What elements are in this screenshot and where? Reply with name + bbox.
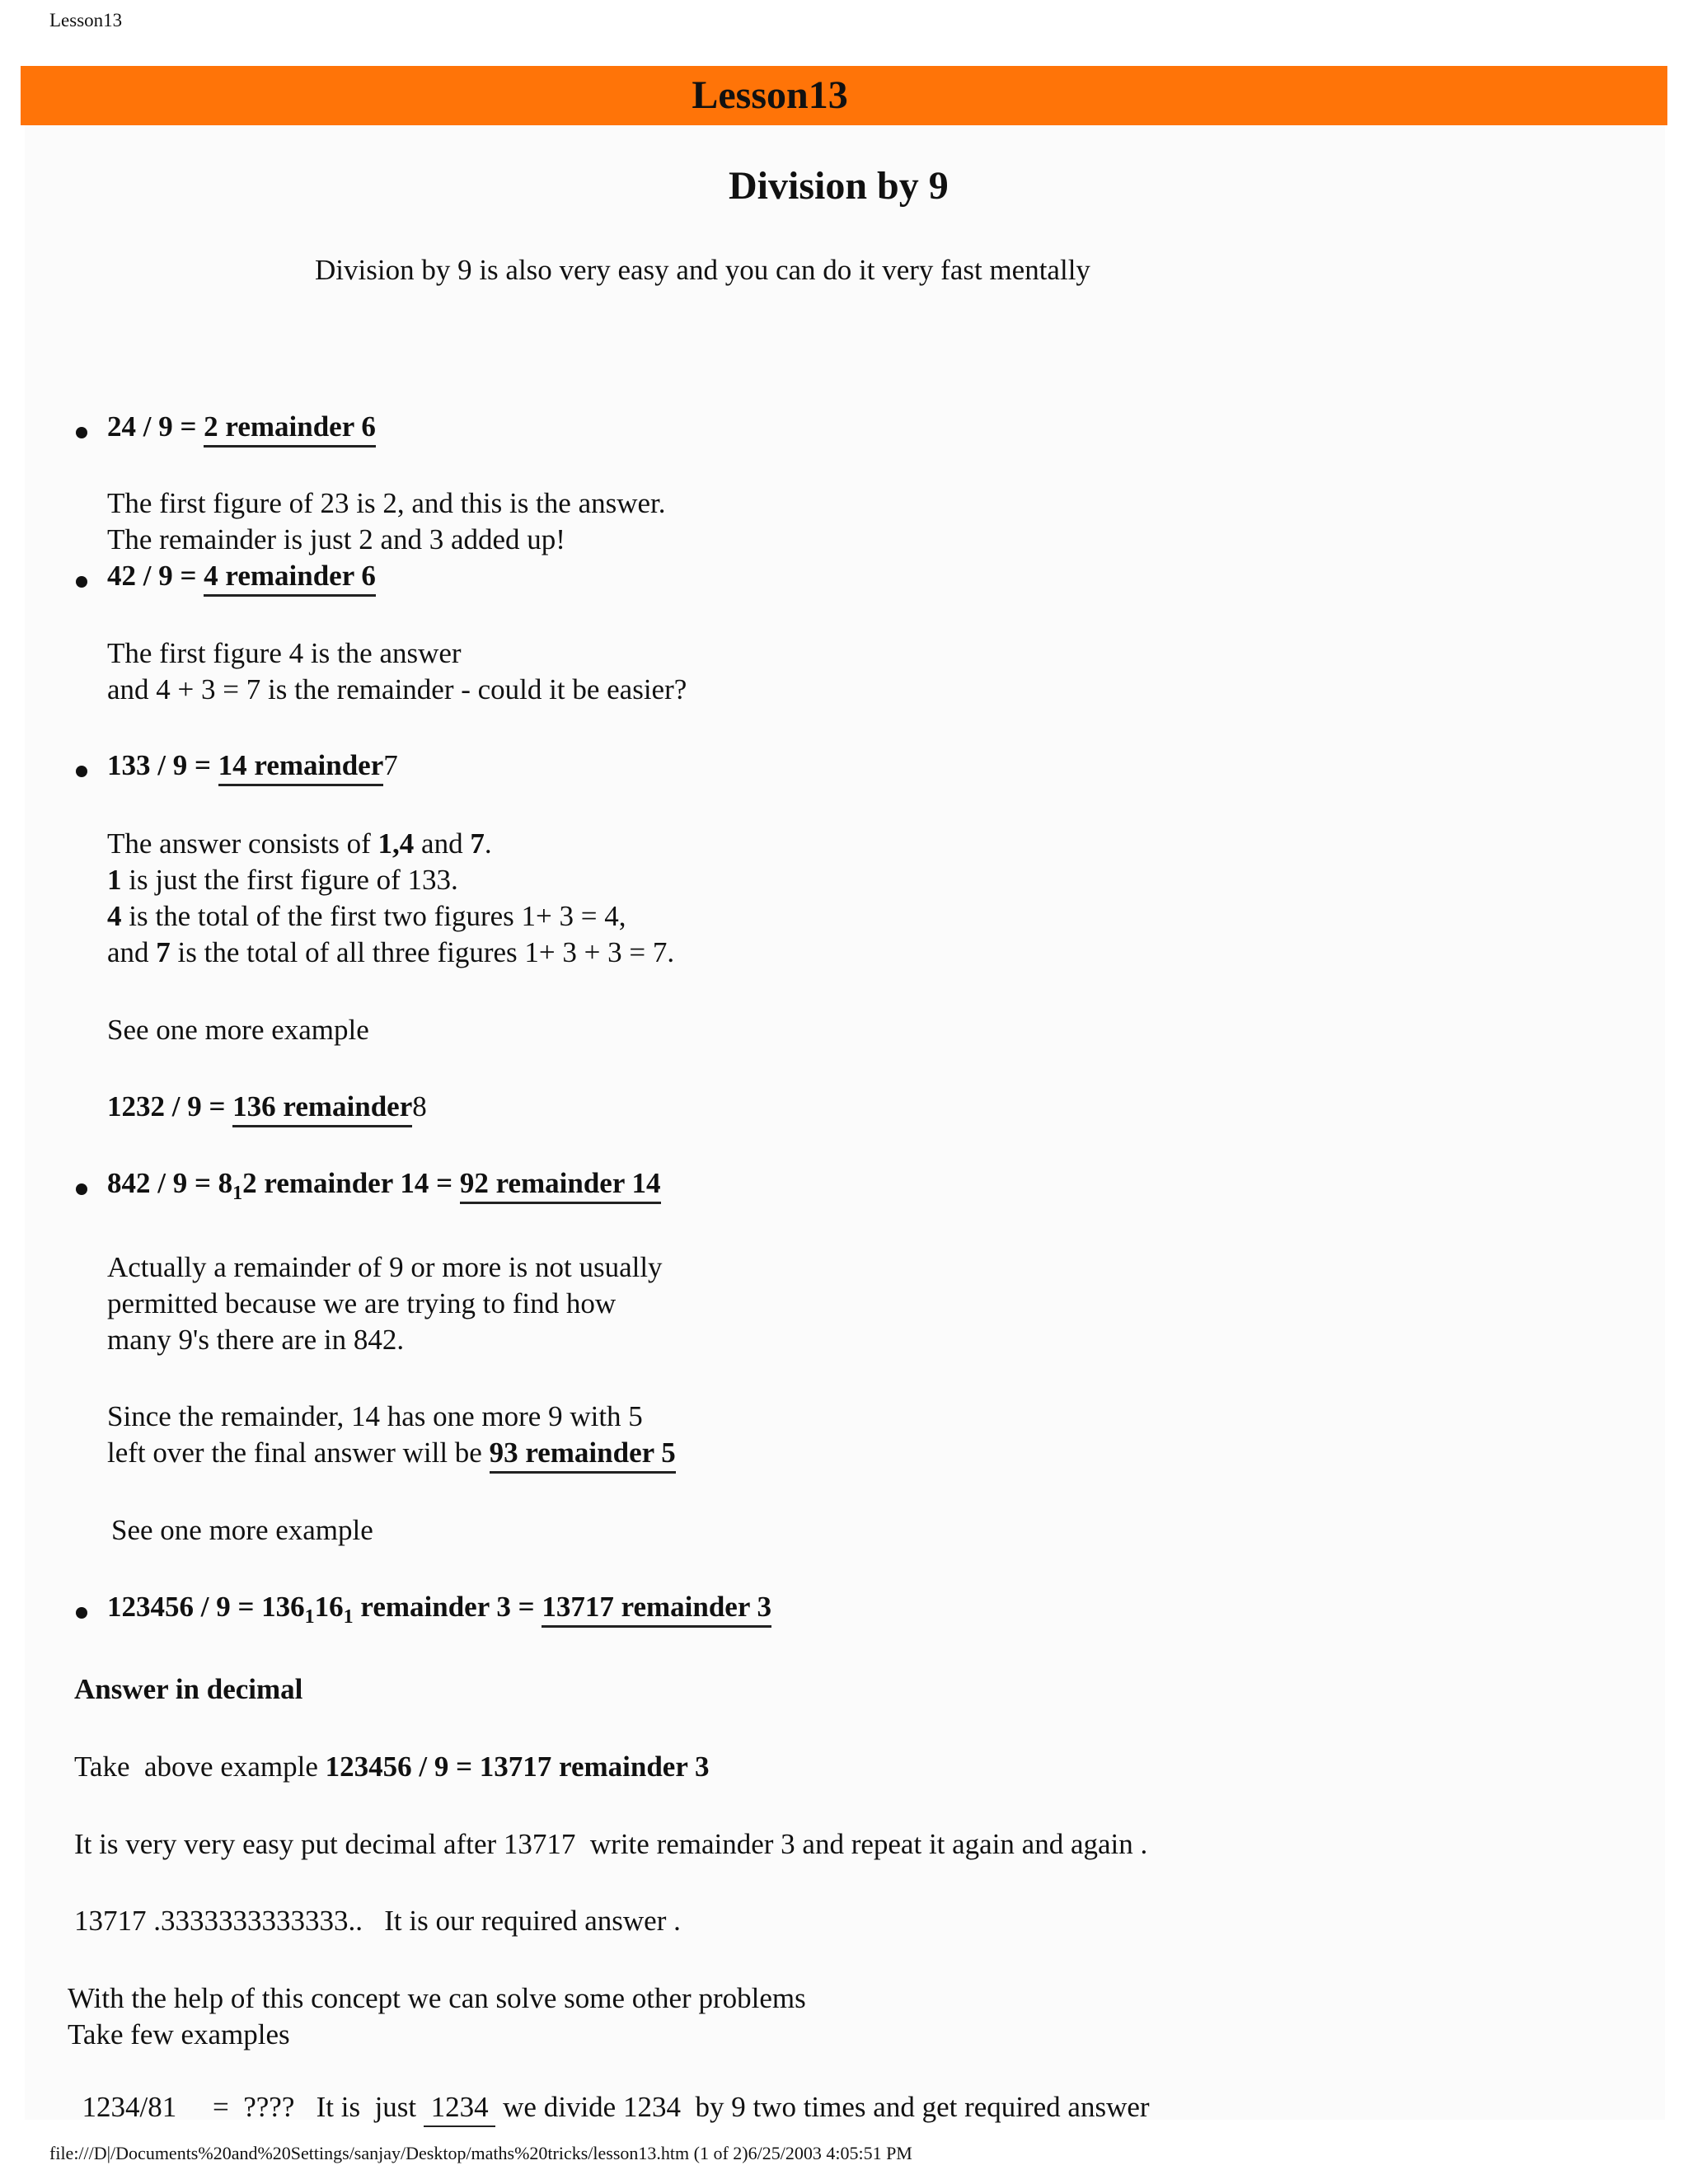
- example-3-line-1: [107, 826, 492, 862]
- lesson-banner: [21, 66, 1667, 125]
- example-3b-equation: 1232 / 9 =: [107, 1090, 233, 1122]
- example-2-answer: 4 remainder 6: [204, 560, 376, 597]
- text-run-bold: 7: [470, 827, 485, 860]
- text-run: .: [484, 827, 492, 860]
- bullet-dot: [76, 1183, 87, 1195]
- text-run-bold: 4: [107, 900, 122, 932]
- bullet-dot: [76, 766, 87, 777]
- text-run: we divide 1234 by 9 two times: [495, 2091, 866, 2123]
- text-run: and: [414, 827, 471, 860]
- decimal-heading-text: Answer in decimal: [74, 1673, 303, 1705]
- text-run: Take above example: [74, 1750, 326, 1783]
- example-4-final-answer: 93 remainder 5: [490, 1436, 676, 1474]
- text-run-bold: 1,4: [377, 827, 415, 860]
- page-heading: Division by 9: [729, 164, 949, 208]
- text-run: left over the final answer will be: [107, 1436, 490, 1469]
- example-4-para-1-line-3: many 9's there are in 842.: [107, 1324, 405, 1356]
- example-3b-question: [107, 1089, 427, 1127]
- example-4-answer: 92 remainder 14: [460, 1167, 661, 1204]
- example-3-question: [107, 748, 398, 786]
- example-5-question: [107, 1589, 771, 1628]
- decimal-take-line: [74, 1749, 710, 1785]
- decimal-explanation: It is very very easy put decimal after 13717 write remainder 3 and repeat it again and again .: [74, 1828, 1148, 1860]
- text-run: is just the first figure of 133.: [121, 864, 458, 896]
- example-2-line-2: and 4 + 3 = 7 is the remainder - could it be easier?: [107, 673, 687, 705]
- text-run: and: [107, 936, 157, 968]
- example-1-question: [107, 409, 376, 448]
- example-5-equation-a: 123456 / 9 = 136: [107, 1591, 305, 1623]
- example-1-line-2: The remainder is just 2 and 3 added up!: [107, 523, 565, 555]
- example-3-answer: 14 remainder: [218, 749, 384, 786]
- text-run-bold: 7: [156, 936, 171, 968]
- example-5-subscript-2: 1: [343, 1606, 354, 1628]
- example-4-para-1-line-1: Actually a remainder of 9 or more is not usually: [107, 1251, 663, 1283]
- example-3b-remainder: 8: [412, 1090, 427, 1122]
- example-5-answer: 13717 remainder 3: [542, 1591, 771, 1628]
- example-2-equation: 42 / 9 =: [107, 560, 204, 592]
- example-5-equation-b: 16: [314, 1591, 344, 1623]
- example-4-subscript: 1: [232, 1183, 243, 1204]
- example-4-para-2-line-2: [107, 1435, 676, 1474]
- bullet-dot: [76, 576, 87, 588]
- example-3-more: See one more example: [107, 1014, 369, 1046]
- underlined-number: 1234: [424, 2091, 496, 2127]
- example-2-line-1: The first figure 4 is the answer: [107, 637, 462, 669]
- page-footer-url: file:///D|/Documents%20and%20Settings/sanjay/Desktop/maths%20tricks/lesson13.htm (1 of 2)6/25/2003 4:05:51 PM: [49, 2143, 912, 2163]
- example-3b-answer: 136 remainder: [232, 1090, 412, 1127]
- example-1-answer: 2 remainder 6: [204, 410, 376, 448]
- example-5-equation-c: remainder 3 =: [353, 1591, 542, 1623]
- text-run-bold: 123456 / 9 = 13717 remainder 3: [325, 1750, 710, 1783]
- example-4-more: See one more example: [111, 1514, 373, 1546]
- example-1-equation: 24 / 9 =: [107, 410, 204, 443]
- decimal-heading: [74, 1671, 302, 1708]
- example-1-line-1: The first figure of 23 is 2, and this is the answer.: [107, 487, 666, 519]
- text-run: 1234/81 = ???? It is just: [82, 2091, 424, 2123]
- concept-line-1: With the help of this concept we can solve some other problems: [68, 1982, 806, 2014]
- example-3-line-4: [107, 935, 674, 971]
- example-3-line-2: [107, 862, 458, 898]
- concept-line-3: [68, 2053, 1150, 2127]
- bullet-dot: [76, 427, 87, 438]
- concept-line-2: Take few examples: [68, 2018, 290, 2050]
- text-run-bold: 1: [107, 864, 122, 896]
- example-4-equation-b: 2 remainder 14 =: [242, 1167, 460, 1199]
- example-4-para-2-line-1: Since the remainder, 14 has one more 9 with 5: [107, 1400, 643, 1432]
- text-run: and get required answer: [865, 2091, 1150, 2123]
- example-4-question: [107, 1165, 661, 1204]
- browser-page-title: Lesson13: [49, 10, 123, 30]
- example-3-remainder: 7: [383, 749, 398, 781]
- text-run: is the total of all three figures 1+ 3 + 3 = 7.: [170, 936, 675, 968]
- banner-title: Lesson13: [692, 73, 848, 117]
- intro-text: Division by 9 is also very easy and you can do it very fast mentally: [315, 254, 1090, 286]
- example-4-para-1-line-2: permitted because we are trying to find how: [107, 1287, 617, 1319]
- bullet-dot: [76, 1607, 87, 1619]
- example-5-subscript-1: 1: [304, 1606, 315, 1628]
- decimal-result: 13717 .3333333333333.. It is our required answer .: [74, 1905, 681, 1937]
- example-3-line-3: [107, 898, 626, 935]
- example-3-equation: 133 / 9 =: [107, 749, 218, 781]
- example-4-equation-a: 842 / 9 = 8: [107, 1167, 233, 1199]
- example-2-question: [107, 558, 376, 597]
- text-run: is the total of the first two figures 1+ 3 = 4,: [121, 900, 626, 932]
- text-run: The answer consists of: [107, 827, 378, 860]
